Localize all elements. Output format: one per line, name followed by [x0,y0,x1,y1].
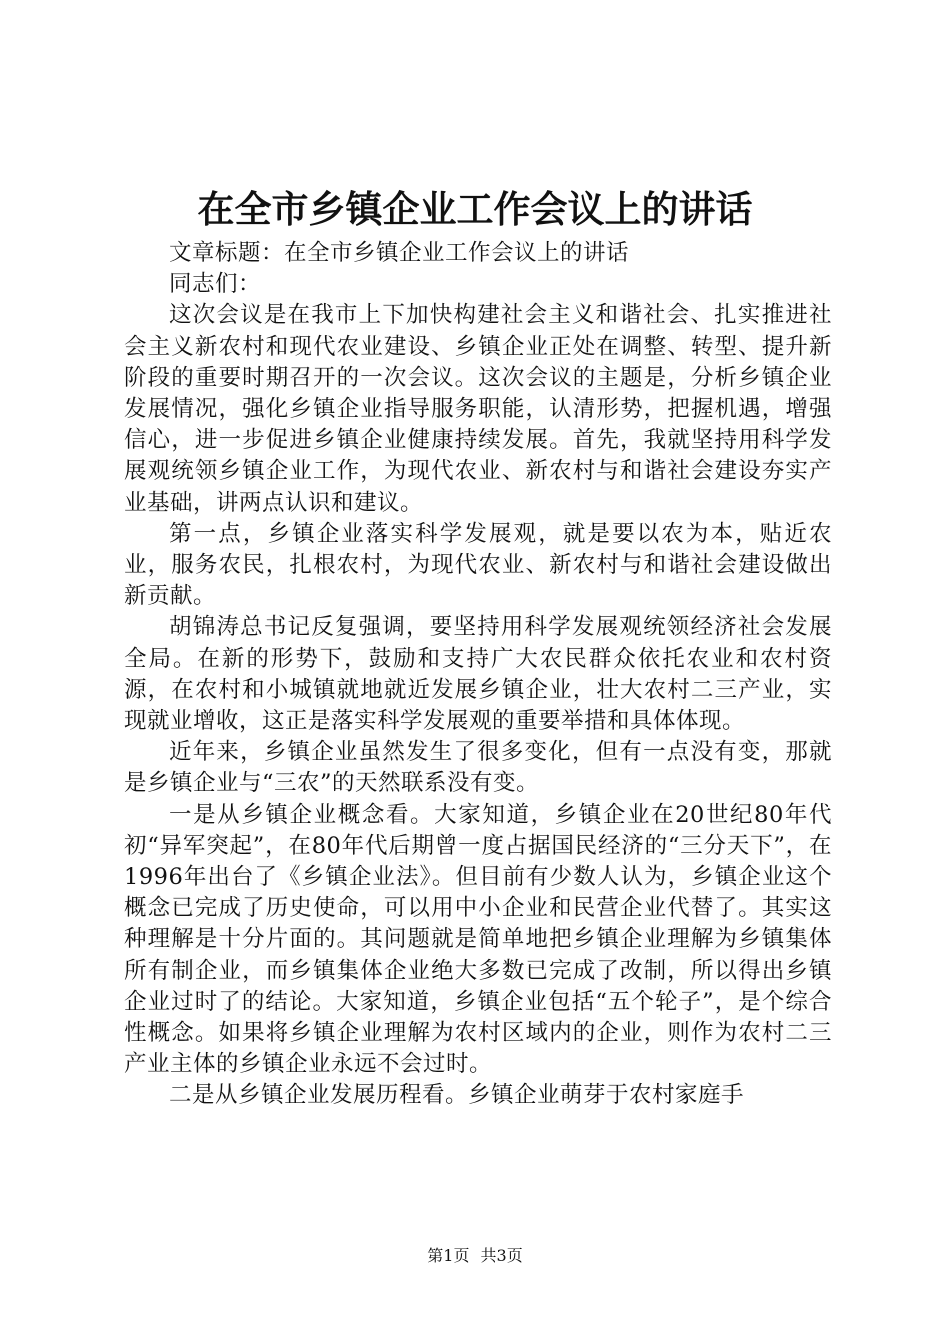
document-body [124,238,832,1112]
paragraph: 近年来，乡镇企业虽然发生了很多变化，但有一点没有变，那就是乡镇企业与“三农”的天然联系没有变。 [124,739,832,797]
paragraph-salutation: 同志们： [169,271,262,298]
paragraph: 一是从乡镇企业概念看。大家知道，乡镇企业在20世纪80年代初“异军突起”，在80年代后期曾一度占据国民经济的“三分天下”，在1996年出台了《乡镇企业法》。但目前有少数人认为，乡镇企业这个概念已完成了历史使命，可以用中小企业和民营企业代替了。其实这种理解是十分片面的。其问题就是简单地把乡镇企业理解为乡镇集体所有制企业，而乡镇集体企业绝大多数已完成了改制，所以得出乡镇企业过时了的结论。大家知道，乡镇企业包括“五个轮子”，是个综合性概念。如果将乡镇企业理解为农村区域内的企业，则作为农村二三产业主体的乡镇企业永远不会过时。 [124,801,832,1078]
paragraph-point-one: 第一点，乡镇企业落实科学发展观，就是要以农为本，贴近农业，服务农民，扎根农村，为现代农业、新农村与和谐社会建设做出新贡献。 [124,520,832,610]
page-footer [0,1245,950,1267]
paragraph-intro: 这次会议是在我市上下加快构建社会主义和谐社会、扎实推进社会主义新农村和现代农业建设、乡镇企业正处在调整、转型、提升新阶段的重要时期召开的一次会议。这次会议的主题是，分析乡镇企业发展情况，强化乡镇企业指导服务职能，认清形势，把握机遇，增强信心，进一步促进乡镇企业健康持续发展。首先，我就坚持用科学发展观统领乡镇企业工作，为现代农业、新农村与和谐社会建设夯实产业基础，讲两点认识和建议。 [124,302,832,516]
document-title: 在全市乡镇企业工作会议上的讲话 [197,187,753,231]
paragraph: 胡锦涛总书记反复强调，要坚持用科学发展观统领经济社会发展全局。在新的形势下，鼓励和支持广大农民群众依托农业和农村资源，在农村和小城镇就地就近发展乡镇企业，壮大农村二三产业，实现就业增收，这正是落实科学发展观的重要举措和具体体现。 [124,614,832,735]
paragraph-article-title: 文章标题：在全市乡镇企业工作会议上的讲话 [169,240,630,266]
paragraph: 二是从乡镇企业发展历程看。乡镇企业萌芽于农村家庭手 [169,1082,745,1109]
page-total: 共3页 [480,1246,523,1265]
page-number: 第1页 [427,1246,470,1265]
